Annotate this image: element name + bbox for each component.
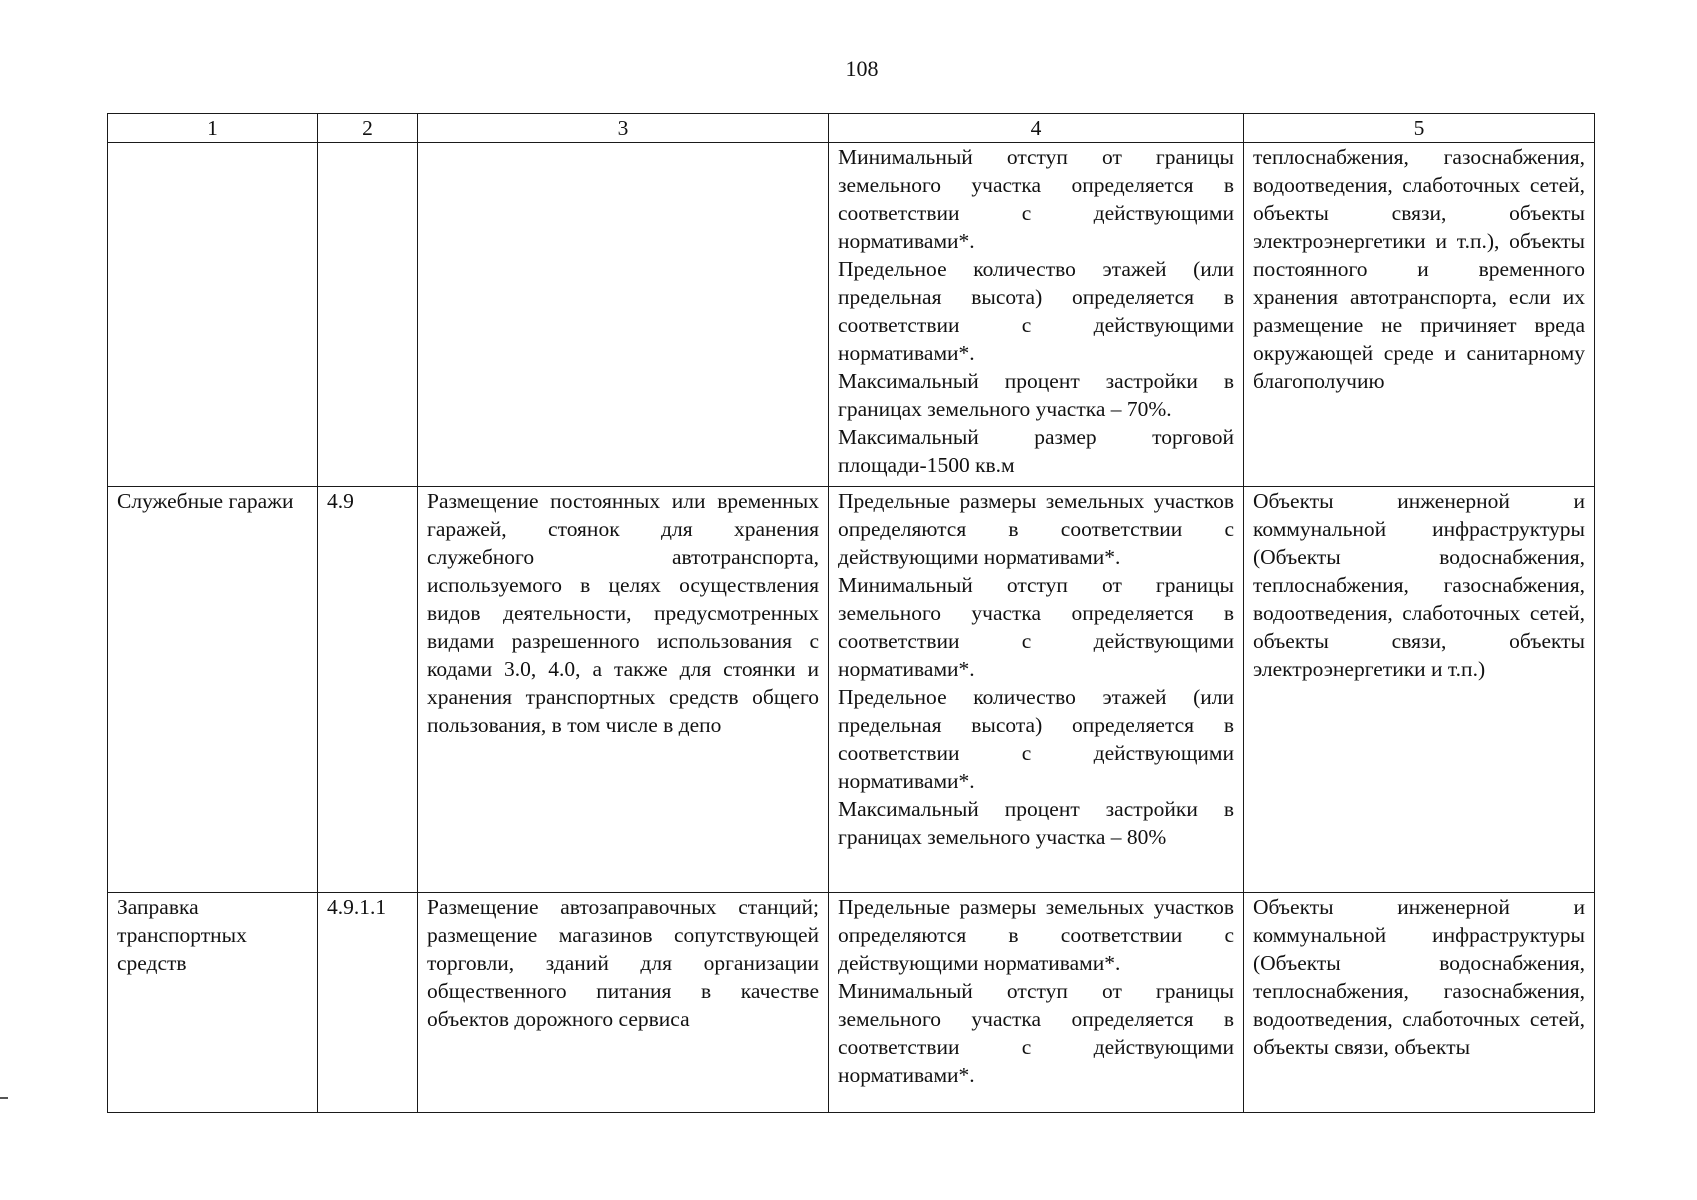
auxiliary-uses-cell: Объекты инженерной и коммунальной инфраструктуры (Объекты водоснабжения, теплоснабжения, газоснабжения, водоотведения, слаботочных сетей, объекты связи, объекты — [1244, 893, 1595, 1113]
margin-mark — [0, 1097, 8, 1099]
column-header-3: 3 — [418, 114, 829, 143]
parameter-text: Предельное количество этажей (или предельная высота) определяется в соответствии с действующими нормативами*. — [838, 685, 1234, 793]
use-name-cell: Заправка транспортных средств — [108, 893, 318, 1113]
auxiliary-uses-cell: теплоснабжения, газоснабжения, водоотведения, слаботочных сетей, объекты связи, объекты электроэнергетики и т.п.), объекты постоянного и временного хранения автотранспорта, если их размещение не причиняет вреда окружающей среде и санитарному благополучию — [1244, 143, 1595, 487]
parameters-cell — [829, 893, 1244, 1113]
use-description-cell — [418, 143, 829, 487]
parameters-cell — [829, 487, 1244, 893]
parameter-text: Минимальный отступ от границы земельного участка определяется в соответствии с действующими нормативами*. — [838, 573, 1234, 681]
parameter-text: Минимальный отступ от границы земельного участка определяется в соответствии с действующими нормативами*. — [838, 145, 1234, 253]
table-row — [108, 893, 1595, 1113]
parameter-text: Максимальный размер торговой площади-1500 кв.м — [838, 425, 1234, 477]
use-code-cell: 4.9.1.1 — [318, 893, 418, 1113]
parameters-cell — [829, 143, 1244, 487]
use-description-cell: Размещение автозаправочных станций; размещение магазинов сопутствующей торговли, зданий для организации общественного питания в качестве объектов дорожного сервиса — [418, 893, 829, 1113]
auxiliary-uses-cell: Объекты инженерной и коммунальной инфраструктуры (Объекты водоснабжения, теплоснабжения, газоснабжения, водоотведения, слаботочных сетей, объекты связи, объекты электроэнергетики и т.п.) — [1244, 487, 1595, 893]
table-row — [108, 143, 1595, 487]
use-code-cell — [318, 143, 418, 487]
table-row — [108, 487, 1595, 893]
parameter-text: Предельные размеры земельных участков определяются в соответствии с действующими нормативами*. — [838, 895, 1234, 975]
use-code-cell: 4.9 — [318, 487, 418, 893]
table-header-row — [108, 114, 1595, 143]
parameter-text: Минимальный отступ от границы земельного участка определяется в соответствии с действующими нормативами*. — [838, 979, 1234, 1087]
column-header-4: 4 — [829, 114, 1244, 143]
zoning-table — [107, 113, 1595, 1113]
use-name-cell: Служебные гаражи — [108, 487, 318, 893]
column-header-1: 1 — [108, 114, 318, 143]
parameter-text: Предельные размеры земельных участков определяются в соответствии с действующими нормативами*. — [838, 489, 1234, 569]
use-description-cell: Размещение постоянных или временных гаражей, стоянок для хранения служебного автотранспорта, используемого в целях осуществления видов деятельности, предусмотренных видами разрешенного использования с кодами 3.0, 4.0, а также для стоянки и хранения транспортных средств общего пользования, в том числе в депо — [418, 487, 829, 893]
page-number: 108 — [845, 56, 879, 81]
column-header-2: 2 — [318, 114, 418, 143]
parameter-text: Максимальный процент застройки в границах земельного участка – 70%. — [838, 369, 1234, 421]
parameter-text: Максимальный процент застройки в границах земельного участка – 80% — [838, 797, 1234, 849]
use-name-cell — [108, 143, 318, 487]
column-header-5: 5 — [1244, 114, 1595, 143]
parameter-text: Предельное количество этажей (или предельная высота) определяется в соответствии с действующими нормативами*. — [838, 257, 1234, 365]
